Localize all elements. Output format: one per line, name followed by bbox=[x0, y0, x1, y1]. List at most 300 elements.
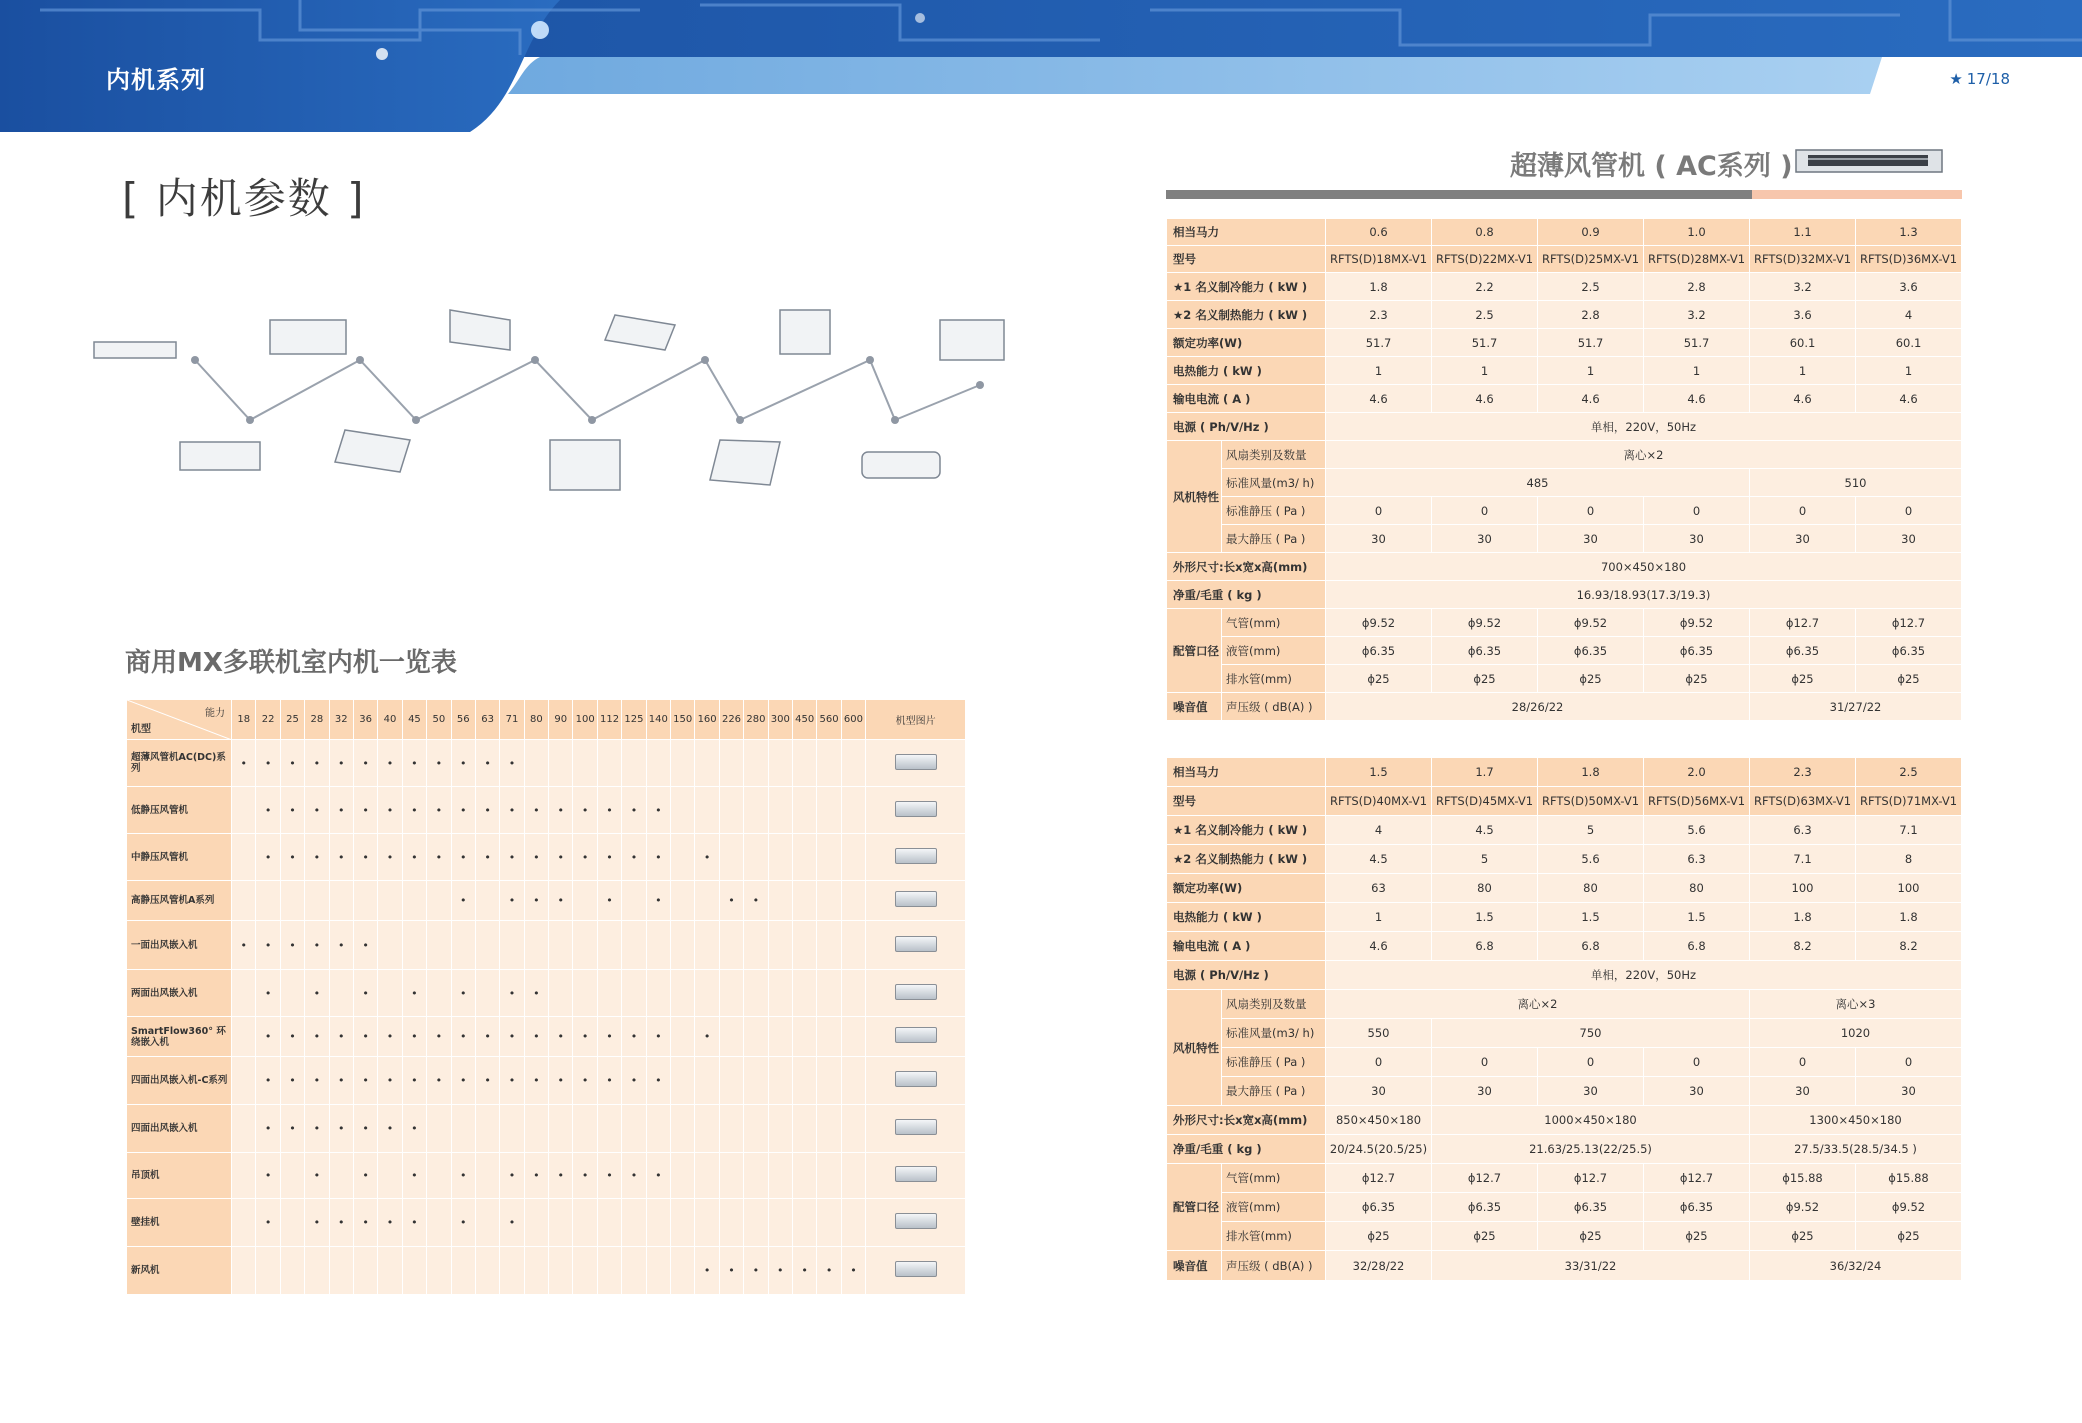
size-value: 1300×450×180 bbox=[1750, 1106, 1962, 1135]
availability-dot: • bbox=[305, 787, 329, 834]
availability-dot: • bbox=[475, 1017, 499, 1057]
availability-dot: • bbox=[402, 787, 426, 834]
max-static-value: 30 bbox=[1432, 1077, 1538, 1106]
current-value: 8.2 bbox=[1750, 932, 1856, 961]
availability-dot bbox=[232, 787, 256, 834]
availability-dot: • bbox=[427, 740, 451, 787]
availability-dot: • bbox=[280, 1057, 304, 1105]
availability-dot bbox=[719, 1105, 743, 1153]
availability-dot bbox=[451, 1247, 475, 1295]
availability-dot: • bbox=[524, 881, 548, 921]
elec-heat-value: 1.5 bbox=[1644, 903, 1750, 932]
model-value: RFTS(D)56MX-V1 bbox=[1644, 787, 1750, 816]
availability-dot bbox=[744, 740, 768, 787]
availability-dot: • bbox=[329, 834, 353, 881]
weight-value: 20/24.5(20.5/25) bbox=[1326, 1135, 1432, 1164]
availability-dot bbox=[232, 1247, 256, 1295]
duct-unit-icon bbox=[895, 801, 937, 817]
availability-dot: • bbox=[549, 1153, 573, 1199]
drain-value: ϕ25 bbox=[1538, 1222, 1644, 1251]
heating-value: 3.6 bbox=[1750, 301, 1856, 329]
availability-dot bbox=[792, 1199, 816, 1247]
availability-dot bbox=[475, 1153, 499, 1199]
availability-dot bbox=[671, 881, 695, 921]
availability-dot bbox=[427, 921, 451, 970]
hp-value: 0.9 bbox=[1538, 219, 1644, 246]
cassette-icon bbox=[895, 1027, 937, 1043]
availability-dot bbox=[573, 921, 597, 970]
availability-dot: • bbox=[256, 1199, 280, 1247]
availability-dot: • bbox=[378, 787, 402, 834]
hp-value: 2.5 bbox=[1856, 758, 1962, 787]
weight-value: 16.93/18.93(17.3/19.3) bbox=[1326, 581, 1962, 609]
weight-value: 27.5/33.5(28.5/34.5 ) bbox=[1750, 1135, 1962, 1164]
availability-dot bbox=[719, 1017, 743, 1057]
availability-dot bbox=[232, 1105, 256, 1153]
liquid-label: 液管(mm) bbox=[1222, 1193, 1326, 1222]
availability-dot bbox=[695, 787, 719, 834]
availability-dot: • bbox=[573, 787, 597, 834]
gas-value: ϕ12.7 bbox=[1538, 1164, 1644, 1193]
elec-heat-value: 1.8 bbox=[1750, 903, 1856, 932]
gas-label: 气管(mm) bbox=[1222, 609, 1326, 637]
availability-dot: • bbox=[622, 834, 646, 881]
availability-dot bbox=[500, 1247, 524, 1295]
series-title: 内机系列 bbox=[106, 66, 206, 94]
availability-dot bbox=[573, 1247, 597, 1295]
availability-dot bbox=[768, 1057, 792, 1105]
availability-dot bbox=[744, 921, 768, 970]
capacity-header: 300 bbox=[768, 700, 792, 740]
availability-dot: • bbox=[305, 970, 329, 1017]
availability-dot: • bbox=[451, 1017, 475, 1057]
availability-dot: • bbox=[232, 921, 256, 970]
availability-dot bbox=[646, 740, 670, 787]
availability-dot bbox=[671, 740, 695, 787]
model-value: RFTS(D)40MX-V1 bbox=[1326, 787, 1432, 816]
fresh-air-unit-icon bbox=[895, 1261, 937, 1277]
availability-dot: • bbox=[524, 970, 548, 1017]
power-label: 额定功率(W) bbox=[1167, 329, 1326, 357]
heating-value: 6.3 bbox=[1644, 845, 1750, 874]
availability-dot: • bbox=[597, 1057, 621, 1105]
cooling-value: 1.8 bbox=[1326, 273, 1432, 301]
availability-dot bbox=[622, 881, 646, 921]
availability-dot bbox=[841, 740, 865, 787]
drain-value: ϕ25 bbox=[1326, 665, 1432, 693]
availability-dot bbox=[768, 970, 792, 1017]
availability-dot bbox=[695, 1153, 719, 1199]
availability-dot: • bbox=[256, 740, 280, 787]
availability-dot: • bbox=[646, 1153, 670, 1199]
drain-label: 排水管(mm) bbox=[1222, 1222, 1326, 1251]
availability-dot: • bbox=[280, 834, 304, 881]
heating-value: 4 bbox=[1856, 301, 1962, 329]
availability-dot bbox=[768, 1153, 792, 1199]
table-row bbox=[127, 1153, 966, 1199]
airflow-label: 标准风量(m3/ h) bbox=[1222, 469, 1326, 497]
availability-dot: • bbox=[817, 1247, 841, 1295]
availability-dot bbox=[817, 740, 841, 787]
static-value: 0 bbox=[1750, 497, 1856, 525]
drain-value: ϕ25 bbox=[1326, 1222, 1432, 1251]
product-divider-gray bbox=[1166, 190, 1752, 199]
availability-dot bbox=[817, 1017, 841, 1057]
availability-dot bbox=[695, 970, 719, 1017]
drain-value: ϕ25 bbox=[1856, 665, 1962, 693]
availability-dot bbox=[817, 970, 841, 1017]
availability-dot: • bbox=[500, 1057, 524, 1105]
availability-dot: • bbox=[402, 1017, 426, 1057]
liquid-value: ϕ6.35 bbox=[1856, 637, 1962, 665]
availability-dot bbox=[232, 1153, 256, 1199]
availability-dot: • bbox=[524, 1057, 548, 1105]
table-row bbox=[127, 1105, 966, 1153]
availability-dot: • bbox=[500, 881, 524, 921]
static-value: 0 bbox=[1432, 497, 1538, 525]
hp-value: 0.8 bbox=[1432, 219, 1538, 246]
model-label: 型号 bbox=[1167, 246, 1326, 273]
availability-dot: • bbox=[792, 1247, 816, 1295]
gas-value: ϕ9.52 bbox=[1644, 609, 1750, 637]
availability-dot bbox=[597, 1247, 621, 1295]
liquid-value: ϕ6.35 bbox=[1326, 637, 1432, 665]
max-static-value: 30 bbox=[1644, 1077, 1750, 1106]
availability-dot: • bbox=[549, 787, 573, 834]
cassette-icon bbox=[335, 430, 410, 472]
page-number-text: 17/18 bbox=[1966, 70, 2010, 88]
airflow-label: 标准风量(m3/ h) bbox=[1222, 1019, 1326, 1048]
availability-dot bbox=[232, 970, 256, 1017]
availability-dot bbox=[671, 1057, 695, 1105]
availability-dot: • bbox=[451, 1153, 475, 1199]
cassette-icon bbox=[895, 936, 937, 952]
availability-dot bbox=[719, 834, 743, 881]
availability-dot: • bbox=[646, 834, 670, 881]
availability-dot: • bbox=[524, 787, 548, 834]
static-value: 0 bbox=[1538, 1048, 1644, 1077]
capacity-header: 28 bbox=[305, 700, 329, 740]
airflow-value: 1020 bbox=[1750, 1019, 1962, 1048]
capacity-header: 32 bbox=[329, 700, 353, 740]
availability-dot: • bbox=[256, 787, 280, 834]
power-value: 51.7 bbox=[1432, 329, 1538, 357]
availability-dot bbox=[719, 1153, 743, 1199]
model-name: 中静压风管机 bbox=[127, 834, 232, 881]
availability-dot bbox=[646, 1247, 670, 1295]
table-row bbox=[127, 787, 966, 834]
availability-dot: • bbox=[280, 1105, 304, 1153]
size-value: 850×450×180 bbox=[1326, 1106, 1432, 1135]
fresh-air-unit-icon bbox=[940, 320, 1004, 360]
availability-dot bbox=[744, 1105, 768, 1153]
capacity-header: 22 bbox=[256, 700, 280, 740]
availability-dot: • bbox=[329, 1017, 353, 1057]
liquid-value: ϕ9.52 bbox=[1750, 1193, 1856, 1222]
noise-value: 36/32/24 bbox=[1750, 1251, 1962, 1281]
elec-heat-value: 1 bbox=[1856, 357, 1962, 385]
availability-dot: • bbox=[451, 740, 475, 787]
availability-dot bbox=[744, 834, 768, 881]
availability-dot: • bbox=[451, 970, 475, 1017]
model-name: 新风机 bbox=[127, 1247, 232, 1295]
drain-value: ϕ25 bbox=[1538, 665, 1644, 693]
box-unit-icon bbox=[895, 891, 937, 907]
weight-label: 净重/毛重 ( kg ) bbox=[1167, 1135, 1326, 1164]
availability-dot: • bbox=[500, 787, 524, 834]
capacity-header: 125 bbox=[622, 700, 646, 740]
model-picture bbox=[866, 740, 966, 787]
availability-dot bbox=[524, 1199, 548, 1247]
cassette-icon bbox=[605, 315, 675, 350]
heating-value: 4.5 bbox=[1326, 845, 1432, 874]
availability-dot: • bbox=[427, 1057, 451, 1105]
cassette-icon bbox=[450, 310, 510, 350]
airflow-value: 485 bbox=[1326, 469, 1750, 497]
liquid-value: ϕ6.35 bbox=[1538, 637, 1644, 665]
availability-dot: • bbox=[597, 881, 621, 921]
airflow-value: 550 bbox=[1326, 1019, 1432, 1048]
cassette-icon bbox=[710, 440, 780, 485]
availability-dot bbox=[646, 1105, 670, 1153]
availability-dot bbox=[573, 970, 597, 1017]
availability-dot bbox=[719, 1199, 743, 1247]
current-label: 输电电流 ( A ) bbox=[1167, 932, 1326, 961]
availability-dot bbox=[280, 1247, 304, 1295]
cooling-value: 2.2 bbox=[1432, 273, 1538, 301]
availability-dot: • bbox=[451, 1199, 475, 1247]
availability-dot bbox=[622, 970, 646, 1017]
hp-label: 相当马力 bbox=[1167, 758, 1326, 787]
current-value: 4.6 bbox=[1432, 385, 1538, 413]
availability-dot bbox=[402, 881, 426, 921]
cooling-value: 5 bbox=[1538, 816, 1644, 845]
model-picture bbox=[866, 921, 966, 970]
availability-dot: • bbox=[232, 740, 256, 787]
availability-dot bbox=[305, 1247, 329, 1295]
ceiling-unit-icon bbox=[895, 1166, 937, 1182]
availability-dot bbox=[475, 1247, 499, 1295]
availability-dot bbox=[817, 1057, 841, 1105]
liquid-value: ϕ6.35 bbox=[1432, 637, 1538, 665]
availability-dot: • bbox=[475, 740, 499, 787]
availability-dot: • bbox=[841, 1247, 865, 1295]
power-value: 51.7 bbox=[1326, 329, 1432, 357]
liquid-value: ϕ6.35 bbox=[1326, 1193, 1432, 1222]
hp-value: 1.1 bbox=[1750, 219, 1856, 246]
availability-dot bbox=[671, 1105, 695, 1153]
availability-dot: • bbox=[500, 1153, 524, 1199]
availability-dot: • bbox=[353, 1199, 377, 1247]
availability-dot bbox=[744, 1153, 768, 1199]
availability-dot: • bbox=[378, 834, 402, 881]
availability-dot bbox=[792, 1017, 816, 1057]
availability-dot: • bbox=[402, 1105, 426, 1153]
availability-dot: • bbox=[305, 1017, 329, 1057]
heating-value: 2.8 bbox=[1538, 301, 1644, 329]
availability-dot: • bbox=[573, 1153, 597, 1199]
cassette-icon bbox=[550, 440, 620, 490]
elec-heat-label: 电热能力 ( kW ) bbox=[1167, 903, 1326, 932]
capacity-header: 112 bbox=[597, 700, 621, 740]
model-name: 超薄风管机AC(DC)系列 bbox=[127, 740, 232, 787]
heating-label: ★2 名义制热能力 ( kW ) bbox=[1167, 301, 1326, 329]
availability-dot bbox=[817, 1199, 841, 1247]
power-value: 51.7 bbox=[1538, 329, 1644, 357]
availability-dot bbox=[792, 881, 816, 921]
static-label: 标准静压 ( Pa ) bbox=[1222, 1048, 1326, 1077]
availability-dot bbox=[841, 1153, 865, 1199]
availability-dot bbox=[329, 881, 353, 921]
heating-value: 7.1 bbox=[1750, 845, 1856, 874]
model-picture bbox=[866, 970, 966, 1017]
power-value: 80 bbox=[1644, 874, 1750, 903]
supply-label: 电源 ( Ph/V/Hz ) bbox=[1167, 961, 1326, 990]
capacity-header: 226 bbox=[719, 700, 743, 740]
availability-dot bbox=[671, 834, 695, 881]
availability-dot bbox=[427, 881, 451, 921]
availability-dot bbox=[817, 881, 841, 921]
availability-dot: • bbox=[597, 1017, 621, 1057]
availability-dot bbox=[549, 740, 573, 787]
availability-dot bbox=[232, 1057, 256, 1105]
fan-type-label: 风扇类别及数量 bbox=[1222, 441, 1326, 469]
availability-dot bbox=[719, 787, 743, 834]
availability-dot bbox=[451, 921, 475, 970]
noise-group-label: 噪音值 bbox=[1167, 1251, 1222, 1281]
availability-dot: • bbox=[305, 834, 329, 881]
availability-dot: • bbox=[305, 921, 329, 970]
max-static-value: 30 bbox=[1856, 1077, 1962, 1106]
availability-dot bbox=[719, 740, 743, 787]
max-static-value: 30 bbox=[1538, 525, 1644, 553]
noise-label: 声压级 ( dB(A) ) bbox=[1222, 1251, 1326, 1281]
gas-value: ϕ12.7 bbox=[1750, 609, 1856, 637]
availability-dot: • bbox=[597, 787, 621, 834]
drain-value: ϕ25 bbox=[1432, 1222, 1538, 1251]
availability-dot bbox=[573, 1199, 597, 1247]
availability-dot: • bbox=[622, 787, 646, 834]
availability-dot bbox=[768, 921, 792, 970]
availability-dot bbox=[232, 1199, 256, 1247]
availability-dot: • bbox=[427, 834, 451, 881]
availability-dot: • bbox=[305, 1199, 329, 1247]
liquid-value: ϕ6.35 bbox=[1750, 637, 1856, 665]
availability-dot bbox=[622, 921, 646, 970]
availability-dot: • bbox=[500, 1199, 524, 1247]
current-value: 4.6 bbox=[1750, 385, 1856, 413]
availability-dot bbox=[817, 1153, 841, 1199]
availability-dot bbox=[402, 1247, 426, 1295]
capacity-header: 600 bbox=[841, 700, 865, 740]
drain-value: ϕ25 bbox=[1856, 1222, 1962, 1251]
availability-dot: • bbox=[402, 1057, 426, 1105]
model-picture bbox=[866, 1105, 966, 1153]
fan-type-value: 离心×3 bbox=[1750, 990, 1962, 1019]
product-title: 超薄风管机 ( AC系列 ) bbox=[1510, 151, 1793, 182]
availability-dot bbox=[841, 787, 865, 834]
availability-dot bbox=[549, 921, 573, 970]
liquid-value: ϕ9.52 bbox=[1856, 1193, 1962, 1222]
availability-dot bbox=[719, 970, 743, 1017]
availability-dot bbox=[427, 1105, 451, 1153]
availability-dot: • bbox=[378, 740, 402, 787]
availability-dot: • bbox=[768, 1247, 792, 1295]
heating-value: 8 bbox=[1856, 845, 1962, 874]
spec-table-2 bbox=[1166, 757, 1962, 1281]
capacity-header: 50 bbox=[427, 700, 451, 740]
elec-heat-value: 1.8 bbox=[1856, 903, 1962, 932]
availability-dot: • bbox=[646, 1017, 670, 1057]
availability-dot: • bbox=[427, 1017, 451, 1057]
size-label: 外形尺寸:长x宽x高(mm) bbox=[1167, 1106, 1326, 1135]
duct-unit-icon bbox=[1794, 146, 1944, 176]
star-icon: ★ bbox=[1949, 70, 1963, 88]
size-value: 700×450×180 bbox=[1326, 553, 1962, 581]
availability-dot: • bbox=[305, 1105, 329, 1153]
pipe-group-label: 配管口径 bbox=[1167, 1164, 1222, 1251]
static-value: 0 bbox=[1750, 1048, 1856, 1077]
max-static-label: 最大静压 ( Pa ) bbox=[1222, 525, 1326, 553]
cooling-value: 3.2 bbox=[1750, 273, 1856, 301]
availability-dot: • bbox=[451, 1057, 475, 1105]
power-value: 63 bbox=[1326, 874, 1432, 903]
capacity-header: 560 bbox=[817, 700, 841, 740]
availability-dot: • bbox=[329, 787, 353, 834]
availability-dot bbox=[671, 1247, 695, 1295]
availability-dot bbox=[500, 1105, 524, 1153]
availability-dot bbox=[792, 1105, 816, 1153]
availability-dot bbox=[792, 740, 816, 787]
availability-dot: • bbox=[280, 1017, 304, 1057]
availability-dot: • bbox=[451, 834, 475, 881]
availability-dot: • bbox=[256, 1017, 280, 1057]
availability-dot: • bbox=[402, 834, 426, 881]
availability-dot bbox=[792, 1057, 816, 1105]
availability-dot bbox=[695, 1105, 719, 1153]
max-static-value: 30 bbox=[1644, 525, 1750, 553]
availability-dot: • bbox=[524, 834, 548, 881]
current-value: 4.6 bbox=[1856, 385, 1962, 413]
availability-dot: • bbox=[646, 881, 670, 921]
power-value: 100 bbox=[1750, 874, 1856, 903]
availability-dot bbox=[671, 970, 695, 1017]
power-label: 额定功率(W) bbox=[1167, 874, 1326, 903]
cassette-icon bbox=[895, 984, 937, 1000]
model-name: 四面出风嵌入机-C系列 bbox=[127, 1057, 232, 1105]
model-value: RFTS(D)45MX-V1 bbox=[1432, 787, 1538, 816]
picture-header: 机型图片 bbox=[866, 700, 966, 740]
availability-dot: • bbox=[353, 1105, 377, 1153]
availability-dot bbox=[695, 1199, 719, 1247]
wall-unit-icon bbox=[862, 452, 940, 478]
duct-unit-icon bbox=[895, 754, 937, 770]
availability-dot: • bbox=[378, 1017, 402, 1057]
elec-heat-value: 1 bbox=[1644, 357, 1750, 385]
model-picture bbox=[866, 881, 966, 921]
capacity-header: 45 bbox=[402, 700, 426, 740]
capacity-header: 63 bbox=[475, 700, 499, 740]
model-name: 四面出风嵌入机 bbox=[127, 1105, 232, 1153]
duct-unit-icon bbox=[180, 442, 260, 470]
capacity-header: 140 bbox=[646, 700, 670, 740]
current-value: 6.8 bbox=[1538, 932, 1644, 961]
current-label: 输电电流 ( A ) bbox=[1167, 385, 1326, 413]
capacity-axis-label: 能力 bbox=[205, 708, 225, 719]
gas-value: ϕ12.7 bbox=[1856, 609, 1962, 637]
capacity-header: 25 bbox=[280, 700, 304, 740]
heating-value: 2.3 bbox=[1326, 301, 1432, 329]
